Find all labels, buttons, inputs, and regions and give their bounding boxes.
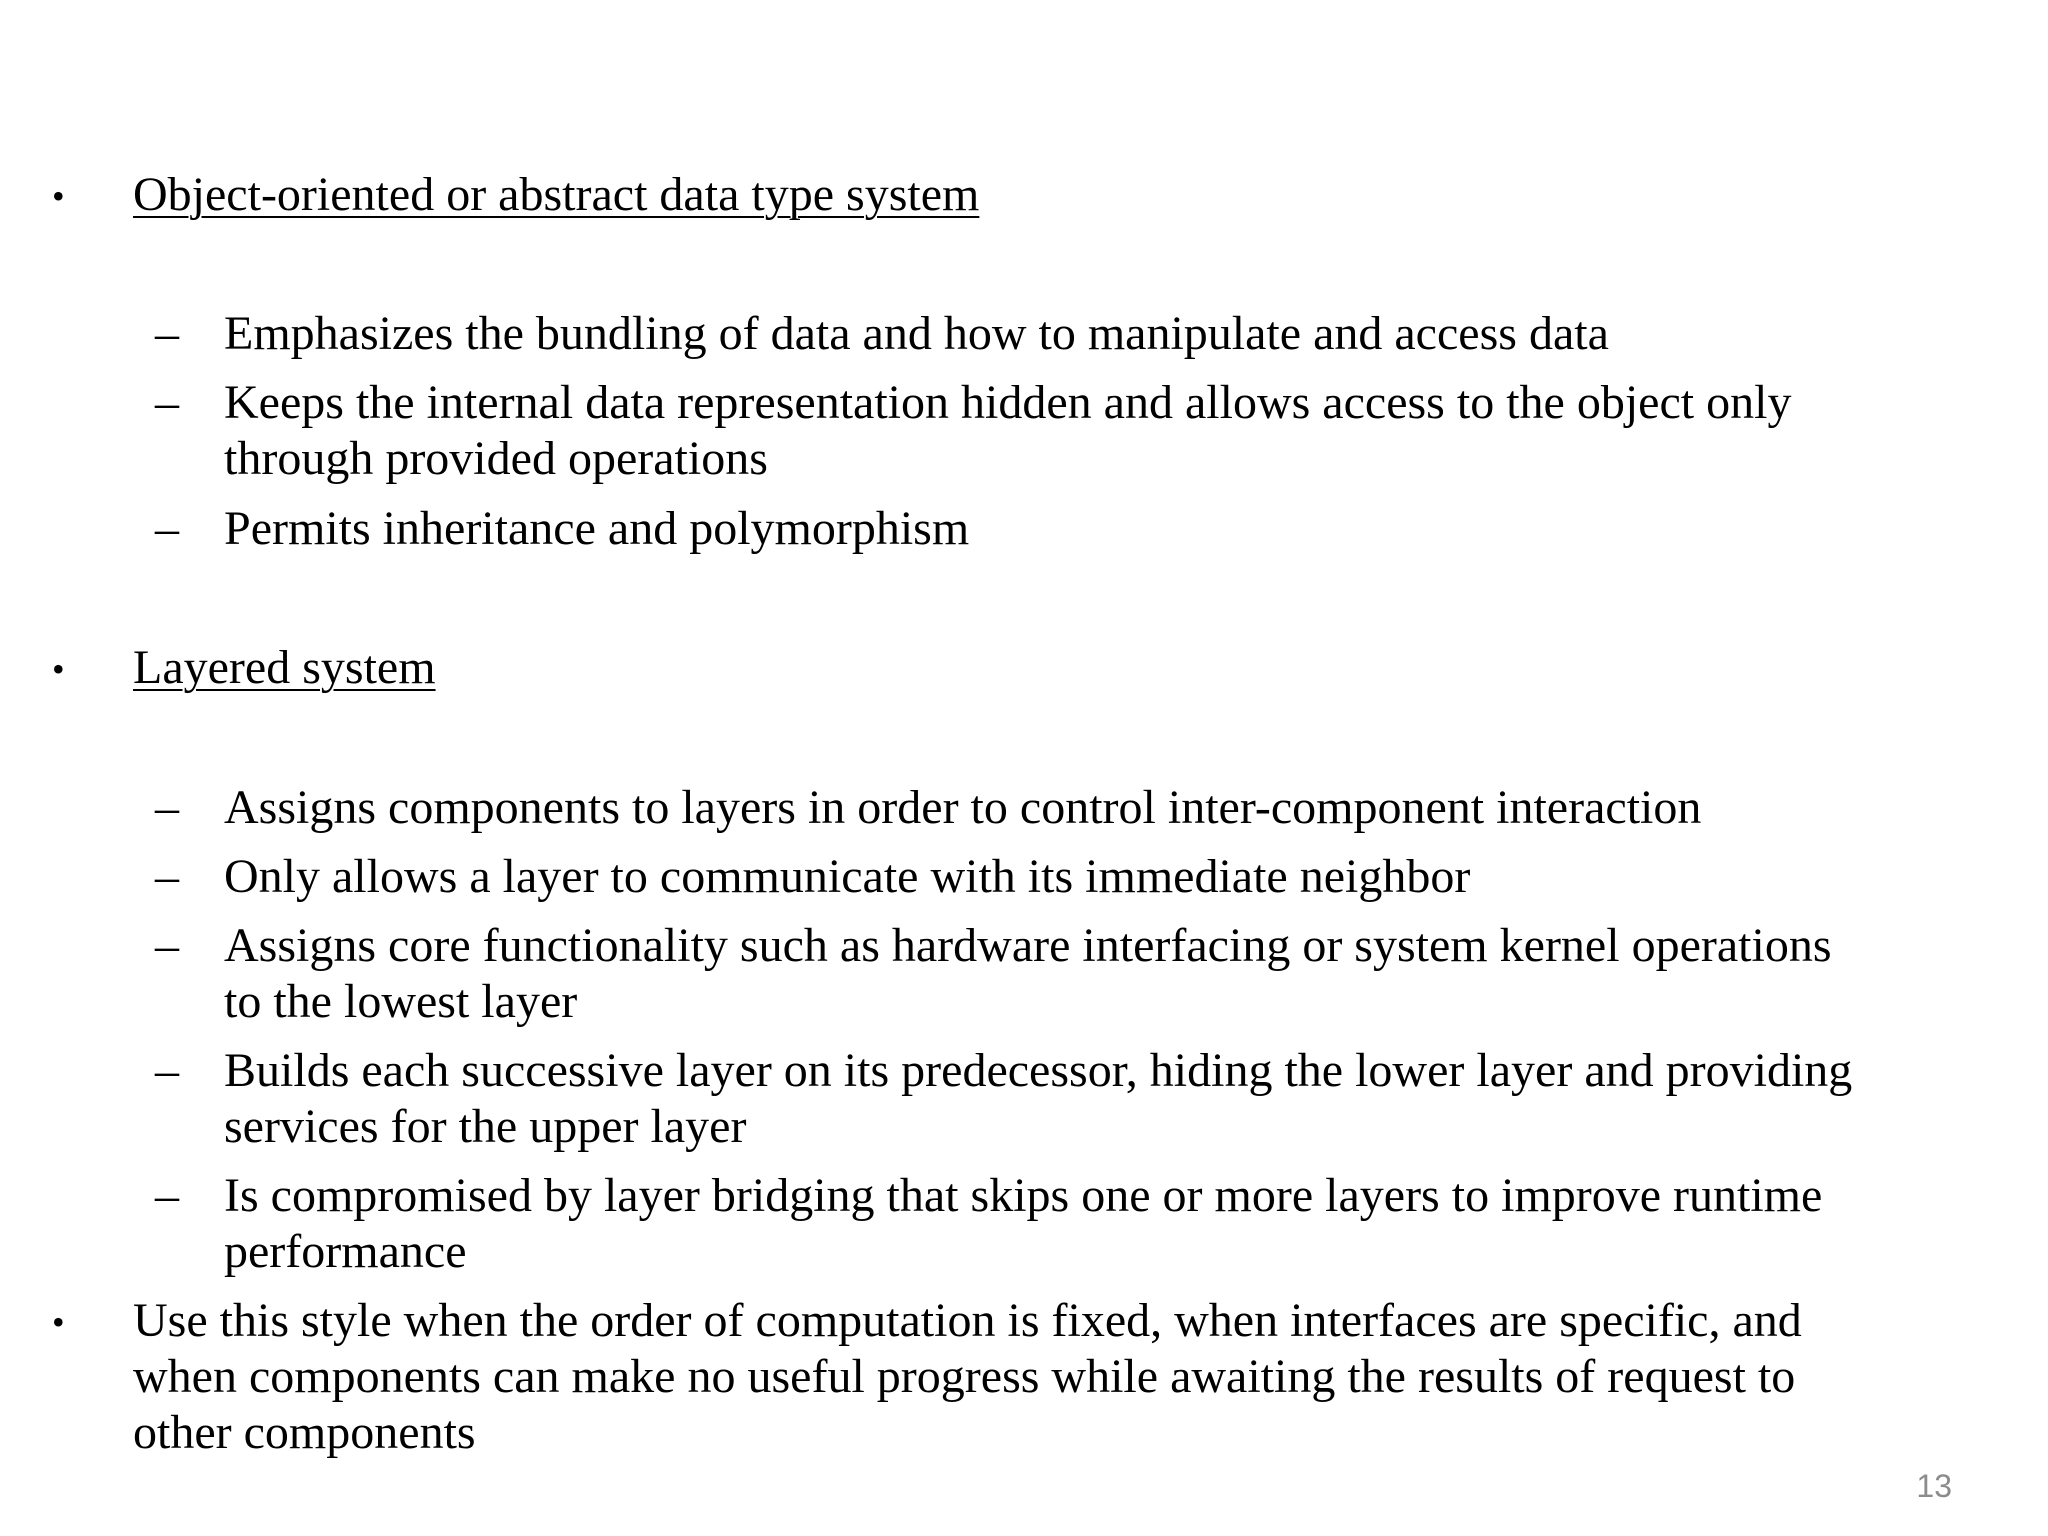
layered-item-successive-layer-cont: services for the upper layer — [224, 1100, 747, 1153]
dash-marker: – — [155, 781, 179, 834]
dash-marker: – — [155, 850, 179, 903]
dash-marker: – — [155, 1044, 179, 1097]
heading-object-oriented: Object-oriented or abstract data type system — [133, 168, 980, 221]
layered-item-neighbor: Only allows a layer to communicate with its immediate neighbor — [224, 850, 1471, 903]
bullet-marker: • — [52, 649, 65, 689]
oo-item-hidden-representation-cont: through provided operations — [224, 432, 768, 485]
oo-item-inheritance: Permits inheritance and polymorphism — [224, 502, 970, 555]
bullet-marker: • — [52, 1302, 65, 1342]
closing-line-3: other components — [133, 1406, 476, 1459]
dash-marker: – — [155, 1169, 179, 1222]
layered-item-bridging-cont: performance — [224, 1225, 467, 1278]
dash-marker: – — [155, 376, 179, 429]
dash-marker: – — [155, 307, 179, 360]
layered-item-successive-layer: Builds each successive layer on its predecessor, hiding the lower layer and providing — [224, 1044, 1853, 1097]
oo-item-bundling: Emphasizes the bundling of data and how to manipulate and access data — [224, 307, 1609, 360]
bullet-marker: • — [52, 176, 65, 216]
closing-line-2: when components can make no useful progress while awaiting the results of request to — [133, 1350, 1796, 1403]
oo-item-hidden-representation: Keeps the internal data representation hidden and allows access to the object only — [224, 376, 1792, 429]
layered-item-core-functionality: Assigns core functionality such as hardware interfacing or system kernel operations — [224, 919, 1832, 972]
dash-marker: – — [155, 502, 179, 555]
layered-item-core-functionality-cont: to the lowest layer — [224, 975, 578, 1028]
layered-item-bridging: Is compromised by layer bridging that skips one or more layers to improve runtime — [224, 1169, 1823, 1222]
layered-item-assign-components: Assigns components to layers in order to control inter-component interaction — [224, 781, 1702, 834]
dash-marker: – — [155, 919, 179, 972]
heading-layered-system: Layered system — [133, 641, 436, 694]
closing-line-1: Use this style when the order of computation is fixed, when interfaces are specific, and — [133, 1294, 1802, 1347]
page-number: 13 — [1916, 1468, 1952, 1504]
